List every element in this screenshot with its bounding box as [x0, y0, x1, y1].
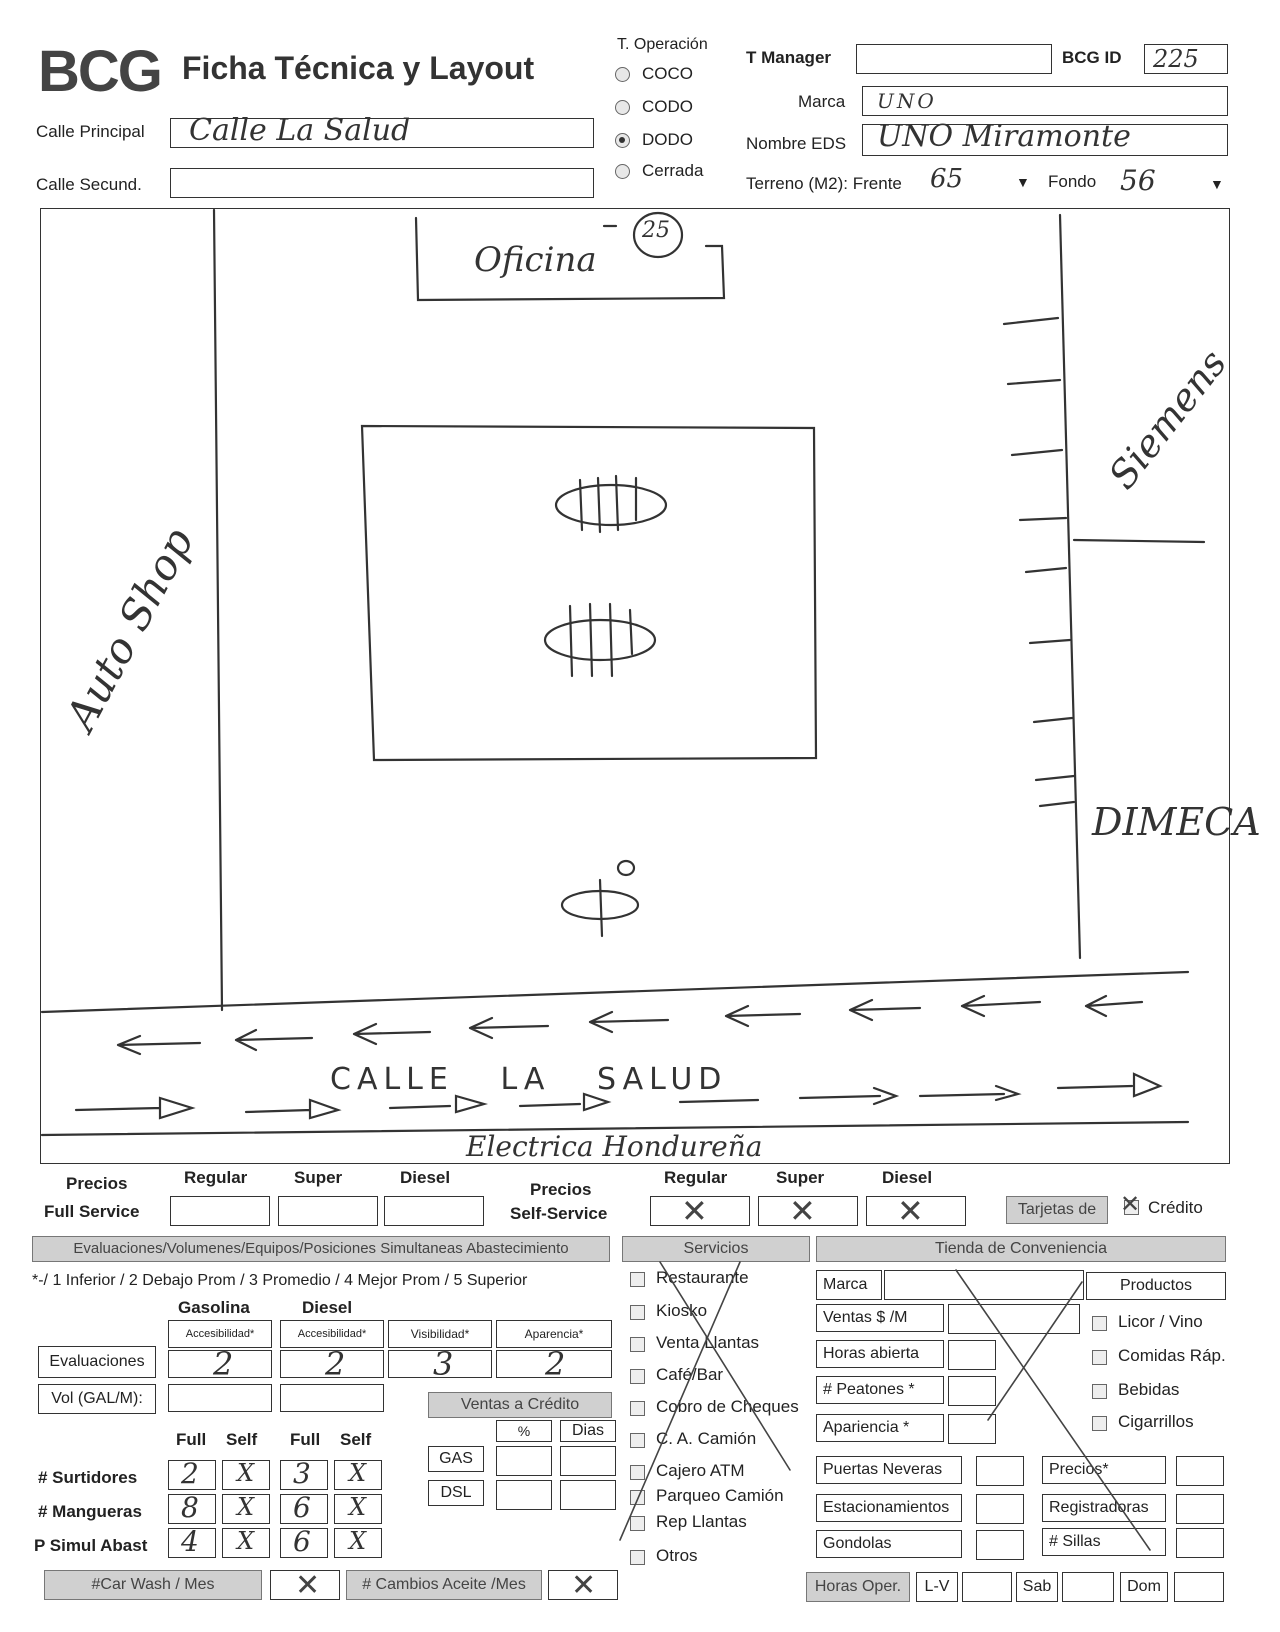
precios-full-label-1: Precios — [66, 1174, 128, 1193]
puertas-neveras-field[interactable] — [976, 1456, 1024, 1486]
ventas-credito-label: Ventas a Crédito — [428, 1392, 612, 1418]
right-neighbor-dimeca: DIMECA — [1092, 800, 1261, 844]
producto-bebidas-checkbox[interactable] — [1092, 1384, 1107, 1399]
left-neighbor-label: Auto Shop — [56, 519, 203, 739]
full-regular-price[interactable] — [170, 1196, 270, 1226]
col-accesibilidad-gas: Accesibilidad* — [168, 1320, 272, 1348]
producto-cigarrillos-checkbox[interactable] — [1092, 1416, 1107, 1431]
evaluaciones-header: Evaluaciones/Volumenes/Equipos/Posiciones Simultaneas Abastecimiento — [32, 1236, 610, 1262]
simul-dsl-full[interactable]: 6 — [280, 1528, 328, 1558]
calle-principal-label: Calle Principal — [36, 122, 145, 141]
tienda-marca-field[interactable] — [884, 1270, 1084, 1300]
fondo-dropdown-icon[interactable]: ▼ — [1210, 176, 1224, 192]
peatones-field[interactable] — [948, 1376, 996, 1406]
servicio-cafe-bar-checkbox[interactable] — [630, 1369, 645, 1384]
servicio-rep-llantas-label: Rep Llantas — [656, 1512, 747, 1531]
servicio-restaurante-label: Restaurante — [656, 1268, 749, 1287]
surtidores-label: # Surtidores — [38, 1468, 138, 1487]
terreno-label: Terreno (M2): Frente — [746, 174, 902, 193]
credito-check-mark: ✕ — [1120, 1190, 1141, 1218]
lv-field[interactable] — [962, 1572, 1012, 1602]
calle-secundaria-label: Calle Secund. — [36, 175, 142, 194]
marca-label: Marca — [798, 92, 846, 111]
dsl-dias[interactable] — [560, 1480, 616, 1510]
simul-dsl-self[interactable]: X — [334, 1528, 382, 1558]
horas-abierta-field[interactable] — [948, 1340, 996, 1370]
oficina-number: 25 — [642, 218, 670, 243]
dsl-label: DSL — [428, 1480, 484, 1506]
nombre-eds-value: UNO Miramonte — [877, 119, 1131, 154]
simul-gas-self[interactable]: X — [222, 1528, 270, 1558]
puertas-neveras-label: Puertas Neveras — [816, 1456, 962, 1484]
simul-gas-full[interactable]: 4 — [168, 1528, 216, 1558]
full-header-dsl: Full — [290, 1430, 321, 1449]
sab-label: Sab — [1016, 1572, 1058, 1602]
ventas-field[interactable] — [948, 1304, 1080, 1334]
precios-self-label-2: Self-Service — [510, 1204, 608, 1223]
col-aparencia: Aparencia* — [496, 1320, 612, 1348]
eval-accesibilidad-gas[interactable]: 2 — [168, 1350, 272, 1378]
peatones-label: # Peatones * — [816, 1376, 944, 1404]
servicio-parqueo-camion-checkbox[interactable] — [630, 1490, 645, 1505]
evaluaciones-label: Evaluaciones — [38, 1346, 156, 1378]
right-neighbor-siemens: Siemens — [1100, 341, 1236, 498]
ventas-label: Ventas $ /M — [816, 1304, 944, 1332]
cambios-aceite-field[interactable]: ✕ — [548, 1570, 618, 1600]
cambios-aceite-label: # Cambios Aceite /Mes — [346, 1570, 542, 1600]
servicio-ca-camion-checkbox[interactable] — [630, 1433, 645, 1448]
self-regular-header: Regular — [664, 1168, 728, 1187]
gas-pct[interactable] — [496, 1446, 552, 1476]
producto-licor-label: Licor / Vino — [1118, 1312, 1203, 1331]
bcg-id-value: 225 — [1153, 45, 1199, 73]
mangueras-label: # Mangueras — [38, 1502, 142, 1521]
precios-full-label-2: Full Service — [44, 1202, 140, 1221]
surtidores-dsl-full[interactable]: 3 — [280, 1460, 328, 1490]
sillas-field[interactable] — [1176, 1528, 1224, 1558]
eval-accesibilidad-dsl[interactable]: 2 — [280, 1350, 384, 1378]
bcg-id-label: BCG ID — [1062, 48, 1122, 67]
radio-codo-label: CODO — [642, 97, 693, 116]
t-manager-label: T Manager — [746, 48, 832, 67]
gondolas-field[interactable] — [976, 1530, 1024, 1560]
servicio-cafe-bar-label: Café/Bar — [656, 1365, 724, 1384]
servicio-venta-llantas-checkbox[interactable] — [630, 1337, 645, 1352]
radio-coco-label: COCO — [642, 64, 693, 83]
servicio-ca-camion-label: C. A. Camión — [656, 1429, 757, 1448]
self-super-header: Super — [776, 1168, 825, 1187]
self-regular-price[interactable]: ✕ — [650, 1196, 750, 1226]
frente-dropdown-icon[interactable]: ▼ — [1016, 174, 1030, 190]
estacionamientos-label: Estacionamientos — [816, 1494, 962, 1522]
dom-label: Dom — [1120, 1572, 1168, 1602]
sab-field[interactable] — [1062, 1572, 1114, 1602]
vol-gasolina[interactable] — [168, 1384, 272, 1412]
page-title: Ficha Técnica y Layout — [182, 50, 535, 86]
self-super-price[interactable]: ✕ — [758, 1196, 858, 1226]
estacionamientos-field[interactable] — [976, 1494, 1024, 1524]
producto-cigarrillos-label: Cigarrillos — [1118, 1412, 1194, 1431]
servicios-header: Servicios — [622, 1236, 810, 1262]
calle-principal-value: Calle La Salud — [189, 113, 411, 148]
simul-abast-label: P Simul Abast — [34, 1536, 148, 1555]
eval-visibilidad[interactable]: 3 — [388, 1350, 492, 1378]
tarjetas-label: Tarjetas de — [1006, 1196, 1108, 1224]
dsl-pct[interactable] — [496, 1480, 552, 1510]
mangueras-gas-self[interactable]: X — [222, 1494, 270, 1524]
full-regular-header: Regular — [184, 1168, 248, 1187]
bottom-neighbor-label: Electrica Hondureña — [466, 1130, 763, 1163]
servicio-otros-label: Otros — [656, 1546, 698, 1565]
producto-comidas-checkbox[interactable] — [1092, 1350, 1107, 1365]
fondo-value: 56 — [1120, 164, 1156, 197]
servicio-kiosko-label: Kiosko — [656, 1301, 708, 1320]
productos-label: Productos — [1086, 1272, 1226, 1300]
full-diesel-header: Diesel — [400, 1168, 451, 1187]
scale-legend: *-/ 1 Inferior / 2 Debajo Prom / 3 Promedio / 4 Mejor Prom / 5 Superior — [32, 1272, 528, 1289]
precios-tienda-field[interactable] — [1176, 1456, 1224, 1486]
surtidores-gas-full[interactable]: 2 — [168, 1460, 216, 1490]
carwash-field[interactable]: ✕ — [270, 1570, 340, 1600]
col-accesibilidad-dsl: Accesibilidad* — [280, 1320, 384, 1348]
registradoras-label: Registradoras — [1042, 1494, 1166, 1522]
tienda-header: Tienda de Conveniencia — [816, 1236, 1226, 1262]
oficina-label: Oficina — [474, 240, 597, 280]
producto-licor-checkbox[interactable] — [1092, 1316, 1107, 1331]
radio-cerrada-label: Cerrada — [642, 161, 704, 180]
street-label: CALLE LA SALUD — [330, 1062, 728, 1097]
servicio-venta-llantas-label: Venta Llantas — [656, 1333, 760, 1352]
gasolina-header: Gasolina — [178, 1298, 250, 1317]
servicio-cobro-cheques-label: Cobro de Cheques — [656, 1397, 799, 1416]
lv-label: L-V — [916, 1572, 958, 1602]
full-header-gas: Full — [176, 1430, 207, 1449]
horas-abierta-label: Horas abierta — [816, 1340, 944, 1368]
mangueras-gas-full[interactable]: 8 — [168, 1494, 216, 1524]
producto-comidas-label: Comidas Ráp. — [1118, 1346, 1226, 1365]
diesel-header: Diesel — [302, 1298, 353, 1317]
eval-aparencia[interactable]: 2 — [496, 1350, 612, 1378]
self-diesel-price[interactable]: ✕ — [866, 1196, 966, 1226]
servicio-cajero-atm-checkbox[interactable] — [630, 1465, 645, 1480]
vol-diesel[interactable] — [280, 1384, 384, 1412]
gas-dias[interactable] — [560, 1446, 616, 1476]
horas-oper-label: Horas Oper. — [806, 1572, 910, 1602]
precios-tienda-label: Precios* — [1042, 1456, 1166, 1484]
dom-field[interactable] — [1174, 1572, 1224, 1602]
carwash-label: #Car Wash / Mes — [44, 1570, 262, 1600]
precios-self-label-1: Precios — [530, 1180, 592, 1199]
servicio-parqueo-camion-label: Parqueo Camión — [656, 1486, 784, 1505]
servicio-otros-checkbox[interactable] — [630, 1550, 645, 1565]
full-diesel-price[interactable] — [384, 1196, 484, 1226]
self-header-dsl: Self — [340, 1430, 372, 1449]
self-diesel-header: Diesel — [882, 1168, 933, 1187]
fondo-label: Fondo — [1048, 172, 1097, 191]
surtidores-dsl-self[interactable]: X — [334, 1460, 382, 1490]
dias-header: Dias — [560, 1420, 616, 1442]
surtidores-gas-self[interactable]: X — [222, 1460, 270, 1490]
servicio-kiosko-checkbox[interactable] — [630, 1305, 645, 1320]
col-visibilidad: Visibilidad* — [388, 1320, 492, 1348]
self-header-gas: Self — [226, 1430, 258, 1449]
vol-label: Vol (GAL/M): — [38, 1384, 156, 1414]
t-operacion-label: T. Operación — [617, 36, 708, 53]
logo: BCG — [38, 39, 161, 104]
tienda-marca-label: Marca — [816, 1270, 882, 1300]
servicio-cobro-cheques-checkbox[interactable] — [630, 1401, 645, 1416]
pct-header: % — [496, 1420, 552, 1442]
marca-value: UNO — [877, 89, 937, 113]
radio-dodo-label: DODO — [642, 130, 693, 149]
registradoras-field[interactable] — [1176, 1494, 1224, 1524]
sillas-label: # Sillas — [1042, 1528, 1166, 1556]
mangueras-dsl-full[interactable]: 6 — [280, 1494, 328, 1524]
full-super-header: Super — [294, 1168, 343, 1187]
credito-label: Crédito — [1148, 1198, 1203, 1217]
frente-value: 65 — [930, 164, 964, 194]
apariencia-field[interactable] — [948, 1414, 996, 1444]
servicio-restaurante-checkbox[interactable] — [630, 1272, 645, 1287]
servicio-rep-llantas-checkbox[interactable] — [630, 1516, 645, 1531]
gas-label: GAS — [428, 1446, 484, 1472]
apariencia-label: Apariencia * — [816, 1414, 944, 1442]
mangueras-dsl-self[interactable]: X — [334, 1494, 382, 1524]
full-super-price[interactable] — [278, 1196, 378, 1226]
producto-bebidas-label: Bebidas — [1118, 1380, 1180, 1399]
nombre-eds-label: Nombre EDS — [746, 134, 847, 153]
servicio-cajero-atm-label: Cajero ATM — [656, 1461, 745, 1480]
gondolas-label: Gondolas — [816, 1530, 962, 1558]
